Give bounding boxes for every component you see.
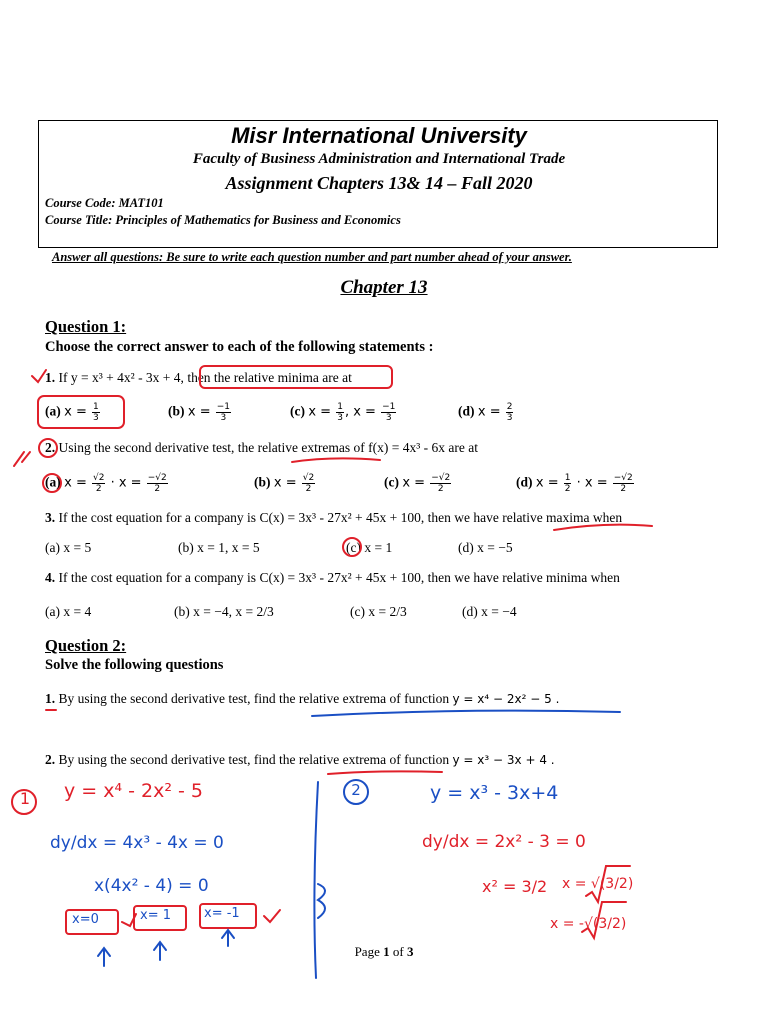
handwritten-derivative: dy/dx = 4x³ - 4x = 0	[50, 833, 224, 853]
handwritten-root: x=0	[72, 912, 99, 927]
handwritten-root: x = √(3/2)	[562, 876, 634, 892]
handwritten-root: x= -1	[204, 906, 240, 921]
page-total: 3	[406, 944, 414, 959]
handwritten-equation: y = x³ - 3x+4	[430, 782, 559, 804]
question-2-title: Question 2:	[45, 636, 127, 655]
statement-text: Using the second derivative test, the relative extremas of f(x) = 4x³ - 6x are at	[58, 440, 479, 455]
q1-s3-option-b: (b) x = 1, x = 5	[178, 540, 260, 555]
handwritten-equation: y = x⁴ - 2x² - 5	[64, 780, 204, 802]
assignment-title: Assignment Chapters 13& 14 – Fall 2020	[225, 173, 533, 193]
statement-number: 3.	[45, 510, 56, 525]
question-2-subtitle: Solve the following questions	[45, 657, 224, 673]
question-1-title: Question 1:	[45, 317, 127, 336]
course-code: Course Code: MAT101	[45, 196, 164, 210]
statement-text: then the relative minima are at	[187, 370, 352, 385]
q1-s3-option-d: (d) x = −5	[458, 540, 513, 555]
q1-s4-option-c: (c) x = 2/3	[350, 604, 407, 619]
q1-s2-option-b: (b) x = $\frac{√2}{2}$	[254, 473, 315, 494]
q1-s4-option-a: (a) x = 4	[45, 604, 92, 619]
handwritten-factored: x(4x² - 4) = 0	[94, 876, 209, 896]
instructions: Answer all questions: Be sure to write each question number and part number ahead of your answer.	[52, 250, 572, 264]
university-name: Misr International University	[231, 123, 527, 148]
q1-s4-option-d: (d) x = −4	[462, 604, 517, 619]
handwritten-root: x = -√(3/2)	[550, 916, 627, 932]
part-text: By using the second derivative test, find the relative extrema of function	[58, 752, 450, 767]
part-number: 1.	[45, 691, 56, 706]
statement-number: 1.	[45, 370, 56, 385]
part-number: 2.	[45, 752, 56, 767]
statement-text: If the cost equation for a company is C(x) = 3x³ - 27x² + 45x + 100, then we have relative minima when	[58, 570, 620, 585]
faculty-name: Faculty of Business Administration and International Trade	[192, 151, 566, 167]
statement-number: 4.	[45, 570, 56, 585]
handwritten-root: x= 1	[140, 908, 171, 923]
course-title: Course Title: Principles of Mathematics for Business and Economics	[45, 213, 401, 227]
q1-s2-option-d: (d) x = $\frac{1}{2}$ · x = $\frac{-√2}{2}$	[516, 473, 633, 494]
q1-s2-option-c: (c) x = $\frac{-√2}{2}$	[384, 473, 451, 494]
part-text: By using the second derivative test, find the relative extrema of function	[58, 691, 450, 706]
q1-s3-option-c: (c) x = 1	[346, 540, 393, 555]
page-number: 1	[383, 944, 390, 959]
q1-s4-option-b: (b) x = −4, x = 2/3	[174, 604, 274, 619]
q1-s1-option-d: (d) x = $\frac{2}{3}$	[458, 402, 513, 423]
handwritten-square-eq: x² = 3/2	[482, 877, 548, 896]
statement-text: If the cost equation for a company is C(x) = 3x³ - 27x² + 45x + 100, then we have relative maxima when	[58, 510, 623, 525]
page-footer: Page 1 of 3	[354, 944, 414, 959]
handwritten-circle-number: 2	[351, 781, 361, 799]
q1-s2-option-a: (a) x = $\frac{√2}{2}$ · x = $\frac{-√2}{2}$	[45, 473, 167, 494]
q1-s1-option-b: (b) x = $\frac{-1}{3}$	[168, 402, 231, 423]
handwritten-circle-number: 1	[19, 789, 31, 808]
chapter-heading: Chapter 13	[340, 277, 428, 298]
handwritten-derivative: dy/dx = 2x² - 3 = 0	[422, 832, 586, 852]
q1-s1-option-c: (c) x = $\frac{1}{3}$ , x = $\frac{-1}{3}$	[290, 402, 396, 423]
question-1-subtitle: Choose the correct answer to each of the following statements :	[45, 339, 434, 355]
statement-text: If y = x³ + 4x² - 3x + 4,	[58, 370, 184, 385]
part-function: y = x³ − 3x + 4 .	[452, 753, 555, 767]
part-function: y = x⁴ − 2x² − 5 .	[452, 692, 560, 706]
statement-number: 2.	[45, 440, 56, 455]
q1-s3-option-a: (a) x = 5	[45, 540, 92, 555]
q1-s1-option-a: (a) x = $\frac{1}{3}$	[45, 402, 99, 423]
